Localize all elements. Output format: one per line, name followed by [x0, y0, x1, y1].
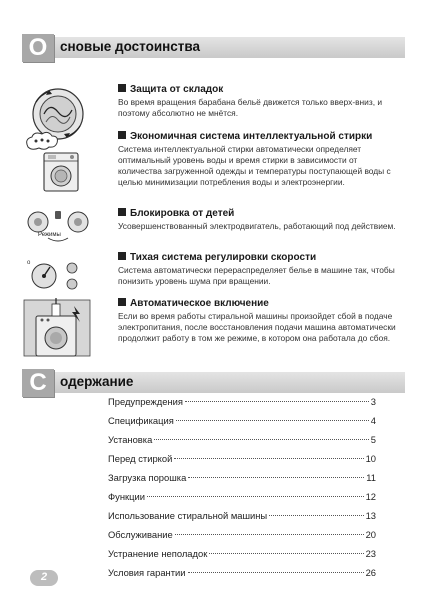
toc-leader [176, 420, 369, 421]
toc-page: 23 [365, 548, 376, 559]
feature-description: Усовершенствованный электродвигатель, работающий под действием. [118, 221, 396, 231]
toc-label: Предупреждения [108, 396, 183, 407]
toc-row[interactable] [108, 415, 376, 434]
toc-page: 13 [365, 510, 376, 521]
toc-page: 10 [365, 453, 376, 464]
toc-label: Спецификация [108, 415, 174, 426]
toc-label: Условия гарантии [108, 567, 186, 578]
contents-title: одержание [60, 374, 134, 389]
bullet-square-icon [118, 252, 126, 260]
toc-row[interactable] [108, 491, 376, 510]
toc-row[interactable] [108, 472, 376, 491]
toc-page: 3 [370, 396, 376, 407]
toc-page: 20 [365, 529, 376, 540]
toc-leader [185, 401, 369, 402]
toc-leader [209, 553, 363, 554]
toc-label: Обслуживание [108, 529, 173, 540]
page-number-badge [30, 570, 58, 586]
toc-leader [174, 458, 363, 459]
table-of-contents [108, 396, 376, 586]
contents-header [22, 369, 405, 397]
toc-leader [175, 534, 364, 535]
toc-page: 12 [365, 491, 376, 502]
feature-description: Система автоматически перераспределяет белье в машине так, чтобы понизить уровень шума при вращении. [118, 265, 395, 286]
feature-title: Автоматическое включение [130, 298, 269, 309]
toc-leader [154, 439, 368, 440]
toc-leader [188, 477, 364, 478]
bullet-square-icon [118, 208, 126, 216]
bullet-square-icon [118, 298, 126, 306]
intelligent-washer-icon [22, 131, 94, 193]
toc-page: 4 [370, 415, 376, 426]
power-restart-icon [22, 298, 94, 360]
toc-page: 26 [365, 567, 376, 578]
toc-row[interactable] [108, 453, 376, 472]
toc-label: Перед стиркой [108, 453, 173, 464]
toc-page: 11 [366, 472, 376, 483]
feature-title: Блокировка от детей [130, 208, 235, 219]
svg-text:o: o [27, 260, 31, 266]
toc-row[interactable] [108, 510, 376, 529]
toc-row[interactable] [108, 396, 376, 415]
header-cap-letter: О [22, 34, 54, 62]
speed-dial-icon [22, 252, 94, 296]
toc-label: Загрузка порошка [108, 472, 187, 483]
toc-label: Установка [108, 434, 153, 445]
bullet-square-icon [118, 131, 126, 139]
header-cap-letter: С [22, 369, 54, 397]
toc-leader [147, 496, 364, 497]
illus-label: Режимы [38, 232, 61, 238]
toc-row[interactable] [108, 529, 376, 548]
toc-label: Использование стиральной машины [108, 510, 268, 521]
toc-row[interactable] [108, 567, 376, 586]
feature-description: Система интеллектуальной стирки автоматически определяет оптимальный уровень воды и время стирки в зависимости от количества загруженной одежды и температуры поступающей воды с целью минимизации потребления воды и электроэнергии. [118, 144, 391, 187]
toc-row[interactable] [108, 434, 376, 453]
toc-leader [188, 572, 364, 573]
features-title: сновые достоинства [60, 39, 201, 54]
toc-leader [269, 515, 363, 516]
page-number: 2 [40, 571, 48, 583]
feature-title: Защита от складок [130, 84, 224, 95]
child-lock-icon [22, 208, 94, 248]
feature-title: Тихая система регулировки скорости [130, 252, 317, 263]
bullet-square-icon [118, 84, 126, 92]
toc-label: Функции [108, 491, 145, 502]
feature-title: Экономичная система интеллектуальной стирки [130, 131, 373, 142]
feature-description: Во время вращения барабана бельё движется только вверх-вниз, и поэтому абсолютно не мнётся. [118, 97, 383, 118]
features-header [22, 34, 405, 62]
toc-label: Устранение неполадок [108, 548, 208, 559]
toc-page: 5 [370, 434, 376, 445]
toc-row[interactable] [108, 548, 376, 567]
feature-description: Если во время работы стиральной машины произойдет сбой в подаче электропитания, после восстановления подачи машина автоматически продолжит работу в том же режиме, в котором она работала до сбоя. [118, 311, 396, 343]
